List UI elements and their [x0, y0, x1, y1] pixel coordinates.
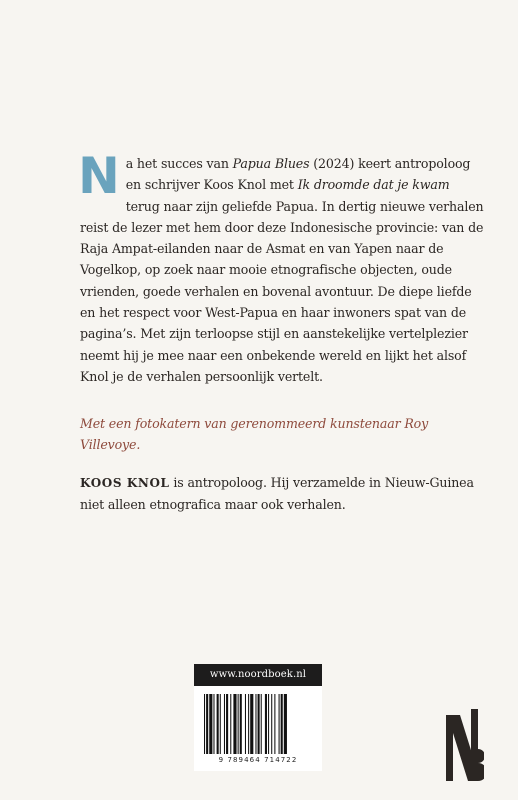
blurb-text-1: a het succes van [125, 156, 233, 171]
barcode-box [194, 664, 322, 771]
author-bio [80, 472, 485, 516]
barcode-bar [238, 694, 239, 754]
barcode-bar [274, 694, 275, 754]
isbn-number: 9 789464 714722 [218, 756, 298, 764]
blurb-text-3: terug naar zijn geliefde Papua. In dertig nieuwe verhalen reist de lezer met hem door deze Indonesische provincie: van de Raja Ampat-eilanden naar de Asmat en van Yapen naar de Vogelkop, op zoek naar mooie etnografische objecten, oude vrienden, goede verhalen en bovenal avontuur. De diepe liefde en het respect voor West-Papua en haar inwoners spat van de pagina’s. Met zijn terloopse stijl en aanstekelijke vertelplezier neemt hij je mee naar een onbekende wereld en lijkt het alsof Knol je de verhalen persoonlijk vertelt. [80, 198, 484, 384]
barcode-bar [258, 694, 260, 754]
barcode-bar [240, 694, 242, 754]
barcode-bar [226, 694, 228, 754]
barcode-bar [265, 694, 267, 754]
barcode-bar [224, 694, 225, 754]
barcode-bar [220, 694, 221, 754]
barcode-bar [245, 694, 246, 754]
blurb-text-2: (2024) keert antropoloog en schrijver Koos Knol met [125, 156, 471, 193]
barcode-bar [250, 694, 253, 754]
barcode-bar [248, 694, 249, 754]
barcode-bar [233, 694, 236, 754]
barcode-bar [279, 694, 280, 754]
nb-logo-icon [444, 705, 484, 787]
barcode-icon [204, 694, 312, 754]
barcode-bar [261, 694, 262, 754]
publisher-url: www.noordboek.nl [194, 664, 322, 686]
barcode-bar [230, 694, 231, 754]
photo-credit: Met een fotokatern van gerenommeerd kunstenaar Roy Villevoye. [80, 416, 429, 453]
barcode-bar [209, 694, 212, 754]
book-title-papua-blues: Papua Blues [232, 156, 310, 171]
barcode-bar [217, 694, 219, 754]
drop-cap: N [78, 147, 120, 205]
barcode-bar [213, 694, 214, 754]
blurb-paragraph [78, 147, 485, 387]
blurb [78, 147, 485, 387]
barcode-bar [206, 694, 208, 754]
barcode-bar [255, 694, 256, 754]
author-bio-text: is antropoloog. Hij verzamelde in Nieuw-Guinea niet alleen etnografica maar ook verhalen. [80, 475, 474, 513]
barcode-bar [281, 694, 283, 754]
barcode-bar [284, 694, 287, 754]
book-title-ik-droomde: Ik droomde dat je kwam [297, 177, 450, 193]
author-name: KOOS KNOL [80, 476, 170, 490]
barcode-bar [271, 694, 272, 754]
barcode-bar [204, 694, 205, 754]
barcode-bar [268, 694, 269, 754]
